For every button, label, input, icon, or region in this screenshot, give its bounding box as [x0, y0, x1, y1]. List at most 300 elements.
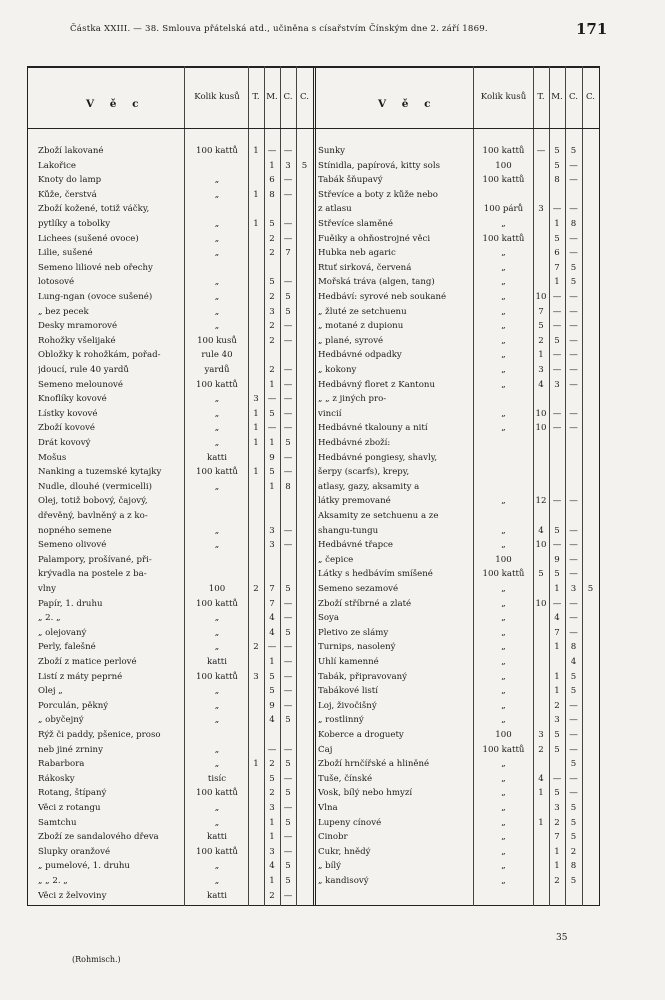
- c1-cell: 5: [285, 861, 291, 872]
- item-cell: Desky mramorové: [38, 321, 118, 332]
- t-cell: 10: [535, 540, 547, 551]
- item-cell: Hedbávné pongiesy, shavly,: [318, 452, 438, 463]
- qty-cell: „: [501, 350, 506, 361]
- item-cell: „ olejovaný: [38, 627, 87, 638]
- qty-cell: „: [501, 262, 506, 273]
- right-qty-header: Kolik kusů: [480, 92, 527, 102]
- m-cell: 2: [269, 759, 275, 770]
- qty-cell: „: [501, 365, 506, 375]
- c1-cell: —: [569, 715, 578, 726]
- c1-cell: —: [569, 350, 578, 361]
- m-cell: —: [552, 496, 562, 507]
- qty-cell: „: [501, 671, 506, 682]
- m-cell: 3: [554, 379, 560, 390]
- c1-cell: —: [569, 525, 578, 536]
- item-cell: Rohožky všelijaké: [38, 335, 116, 346]
- qty-cell: 100: [208, 584, 226, 594]
- qty-cell: „: [501, 379, 506, 390]
- item-cell: Pletivo ze slámy: [318, 627, 389, 638]
- qty-cell: „: [214, 248, 220, 259]
- right-item-header: V ě c: [378, 98, 437, 110]
- c1-cell: —: [283, 832, 293, 843]
- qty-cell: „: [501, 832, 506, 843]
- item-cell: dřevěný, bavlněný a z ko-: [38, 511, 148, 521]
- m-cell: 3: [269, 525, 275, 536]
- qty-cell: „: [214, 744, 220, 755]
- c1-cell: 8: [570, 861, 577, 872]
- m-cell: —: [267, 423, 277, 434]
- qty-cell: „: [501, 876, 506, 886]
- right-m-header: M.: [551, 92, 563, 102]
- qty-cell: „: [214, 642, 220, 653]
- m-cell: 1: [269, 160, 275, 171]
- qty-cell: 100 kattů: [196, 467, 238, 478]
- c1-cell: —: [283, 642, 293, 653]
- item-cell: Tabákové listí: [318, 686, 378, 697]
- qty-cell: „: [501, 598, 506, 609]
- qty-cell: „: [501, 715, 506, 726]
- c1-cell: —: [283, 803, 293, 813]
- item-cell: „ bez pecek: [38, 306, 89, 317]
- c1-cell: —: [283, 335, 293, 346]
- c1-cell: —: [283, 408, 293, 419]
- t-cell: 12: [535, 496, 547, 507]
- qty-cell: „: [501, 525, 506, 536]
- item-cell: „ pumelové, 1. druhu: [38, 861, 130, 872]
- item-cell: Uhlí kamenné: [318, 657, 379, 667]
- m-cell: 1: [554, 686, 560, 697]
- item-cell: Lupeny cínové: [318, 817, 382, 828]
- m-cell: —: [267, 744, 277, 755]
- item-cell: Střevíce slaměné: [318, 219, 393, 229]
- item-cell: Knoflíky kovové: [38, 394, 107, 405]
- qty-cell: tisíc: [207, 773, 227, 784]
- item-cell: Lilie, sušené: [38, 248, 93, 259]
- qty-cell: „: [501, 846, 506, 857]
- c1-cell: —: [283, 233, 293, 244]
- c1-cell: —: [283, 423, 293, 434]
- m-cell: 9: [269, 452, 275, 463]
- m-cell: 7: [269, 598, 275, 609]
- c1-cell: —: [283, 744, 293, 755]
- qty-cell: „: [214, 861, 220, 872]
- qty-cell: „: [501, 248, 506, 259]
- t-cell: 2: [253, 584, 259, 594]
- t-cell: 1: [253, 423, 259, 434]
- item-cell: Hubka neb agaric: [318, 248, 396, 259]
- qty-cell: „: [501, 408, 506, 419]
- m-cell: 8: [554, 175, 560, 186]
- item-cell: Koberce a droguety: [318, 730, 404, 740]
- item-cell: Zboží z matice perlové: [38, 657, 137, 667]
- qty-cell: 100 kattů: [196, 146, 238, 156]
- qty-cell: „: [214, 803, 220, 813]
- item-cell: Zboží hrnčířské a hliněné: [318, 759, 430, 770]
- c1-cell: —: [283, 671, 293, 682]
- item-cell: Semeno melounové: [38, 379, 123, 390]
- qty-cell: „: [214, 438, 220, 448]
- t-cell: 10: [535, 408, 547, 419]
- item-cell: Rotang, štípaný: [38, 788, 107, 799]
- item-cell: Hedbávné třapce: [318, 540, 393, 551]
- c1-cell: —: [569, 306, 578, 317]
- qty-cell: 100 kattů: [196, 788, 238, 799]
- item-cell: „ bílý: [318, 861, 342, 872]
- c1-cell: —: [569, 233, 578, 244]
- c1-cell: —: [569, 773, 578, 784]
- m-cell: 8: [269, 189, 275, 200]
- item-cell: „ „ z jiných pro-: [318, 394, 387, 405]
- m-cell: —: [552, 350, 562, 361]
- c1-cell: 5: [285, 306, 291, 317]
- qty-cell: 100 kattů: [482, 146, 525, 156]
- c1-cell: —: [283, 394, 293, 405]
- item-cell: Porculán, pěkný: [38, 700, 109, 711]
- item-cell: Vosk, bílý nebo hmyzí: [318, 788, 413, 799]
- c1-cell: —: [569, 554, 578, 565]
- item-cell: šerpy (scarfs), krepy,: [318, 467, 410, 478]
- running-title: Částka XXIII. — 38. Smlouva přátelská atd., učiněna s císařstvím Čínským dne 2. září 1869.: [70, 24, 488, 34]
- qty-cell: „: [501, 496, 506, 507]
- item-cell: krývadla na postele z ba-: [38, 569, 147, 580]
- c1-cell: —: [283, 657, 293, 667]
- m-cell: 3: [554, 803, 560, 813]
- m-cell: 5: [554, 730, 560, 740]
- c1-cell: —: [569, 496, 578, 507]
- qty-cell: „: [501, 277, 506, 288]
- item-cell: Tuše, čínské: [318, 773, 373, 784]
- item-cell: látky premované: [318, 496, 391, 507]
- qty-cell: 100: [495, 730, 512, 740]
- page-number: 171: [576, 20, 608, 38]
- c1-cell: —: [569, 569, 578, 580]
- m-cell: 3: [269, 540, 275, 551]
- qty-cell: katti: [207, 657, 227, 667]
- qty-cell: „: [214, 277, 220, 288]
- t-cell: 4: [538, 773, 544, 784]
- item-cell: Hedbávné zboží:: [318, 438, 391, 448]
- c1-cell: 8: [285, 481, 291, 492]
- item-cell: Lístky kovové: [38, 408, 98, 419]
- qty-cell: „: [214, 876, 220, 886]
- t-cell: 1: [538, 788, 544, 799]
- item-cell: Zboží stříbrné a zlaté: [318, 598, 412, 609]
- item-cell: Palampory, prošívané, při-: [38, 554, 152, 565]
- qty-cell: „: [501, 584, 506, 594]
- item-cell: Tabák, připravovaný: [318, 671, 407, 682]
- qty-cell: 100: [495, 554, 512, 565]
- item-cell: Stínidla, papírová, kitty sols: [318, 160, 440, 171]
- item-cell: Semeno liliové neb ořechy: [38, 262, 153, 273]
- item-cell: „ rostlinný: [318, 715, 364, 726]
- m-cell: 1: [554, 846, 560, 857]
- item-cell: Rtuť sirková, červená: [318, 262, 412, 273]
- right-t-header: T.: [537, 92, 545, 102]
- item-cell: Soya: [318, 613, 340, 624]
- qty-cell: katti: [207, 452, 227, 463]
- qty-cell: „: [501, 657, 506, 667]
- m-cell: 9: [269, 700, 275, 711]
- t-cell: 4: [538, 525, 544, 536]
- c1-cell: —: [283, 598, 293, 609]
- item-cell: Olej, totiž bobový, čajový,: [38, 496, 148, 507]
- c1-cell: 5: [570, 146, 577, 156]
- c1-cell: —: [283, 540, 293, 551]
- qty-cell: „: [501, 423, 506, 434]
- qty-cell: „: [214, 481, 220, 492]
- c1-cell: 3: [285, 160, 291, 171]
- m-cell: 5: [269, 671, 275, 682]
- item-cell: Zboží kovové: [38, 423, 96, 434]
- m-cell: 5: [269, 773, 275, 784]
- right-c2-header: C.: [585, 92, 595, 102]
- item-cell: Střevíce a boty z kůže nebo: [318, 189, 438, 200]
- m-cell: 2: [554, 700, 560, 711]
- item-cell: „ kokony: [318, 365, 357, 375]
- m-cell: —: [552, 306, 562, 317]
- item-cell: z atlasu: [318, 204, 352, 215]
- c2-cell: 5: [587, 584, 594, 594]
- item-cell: shangu-tungu: [318, 525, 379, 536]
- item-cell: Hedbávný floret z Kantonu: [318, 379, 436, 390]
- c1-cell: 5: [285, 788, 291, 799]
- c1-cell: 5: [285, 759, 291, 770]
- m-cell: 3: [269, 803, 275, 813]
- m-cell: 5: [554, 525, 560, 536]
- c1-cell: —: [569, 335, 578, 346]
- t-cell: 3: [538, 204, 544, 215]
- item-cell: Hedbávné odpadky: [318, 350, 402, 361]
- publisher-note: (Rohmisch.): [72, 955, 121, 964]
- c1-cell: —: [283, 613, 293, 624]
- t-cell: 1: [538, 817, 544, 828]
- item-cell: „ žluté ze setchuenu: [318, 306, 407, 317]
- c1-cell: —: [283, 700, 293, 711]
- item-cell: Loj, živočišný: [318, 700, 377, 711]
- qty-cell: „: [501, 292, 506, 302]
- t-cell: 5: [538, 321, 544, 332]
- qty-cell: „: [501, 306, 506, 317]
- item-cell: Fuěiky a ohňostrojné věci: [318, 233, 431, 244]
- qty-cell: „: [214, 540, 220, 551]
- qty-cell: „: [214, 233, 220, 244]
- m-cell: —: [552, 321, 562, 332]
- qty-cell: 100 kattů: [196, 598, 238, 609]
- m-cell: 2: [269, 365, 275, 375]
- m-cell: 1: [269, 876, 275, 886]
- m-cell: —: [552, 773, 562, 784]
- c1-cell: —: [283, 146, 293, 156]
- item-cell: Papír, 1. druhu: [38, 598, 103, 609]
- m-cell: 3: [269, 846, 275, 857]
- m-cell: 1: [554, 584, 560, 594]
- m-cell: 2: [269, 788, 275, 799]
- c1-cell: —: [283, 365, 293, 375]
- qty-cell: 100 kattů: [196, 846, 238, 857]
- t-cell: 10: [535, 292, 547, 302]
- item-cell: Cinobr: [318, 832, 348, 843]
- c1-cell: 5: [285, 715, 291, 726]
- left-c1-header: C.: [283, 92, 293, 102]
- qty-cell: „: [501, 773, 506, 784]
- c1-cell: —: [569, 540, 578, 551]
- item-cell: vincií: [318, 408, 342, 419]
- t-cell: 5: [538, 569, 544, 580]
- t-cell: 10: [535, 598, 547, 609]
- c1-cell: —: [283, 890, 293, 901]
- qty-cell: „: [214, 189, 220, 200]
- c1-cell: —: [569, 408, 578, 419]
- qty-cell: katti: [207, 832, 227, 843]
- qty-cell: 100 kattů: [482, 569, 525, 580]
- item-cell: Rákosky: [38, 773, 75, 784]
- m-cell: 1: [269, 481, 275, 492]
- m-cell: —: [267, 642, 277, 653]
- m-cell: 2: [269, 335, 275, 346]
- c1-cell: 5: [570, 262, 577, 273]
- qty-cell: „: [501, 219, 506, 229]
- m-cell: 3: [554, 715, 560, 726]
- m-cell: 5: [269, 467, 275, 478]
- qty-cell: „: [214, 759, 220, 770]
- m-cell: 2: [269, 890, 275, 901]
- m-cell: 1: [554, 219, 560, 229]
- m-cell: 5: [269, 219, 275, 229]
- item-cell: Hedbáví: syrové neb soukané: [318, 292, 447, 302]
- qty-cell: „: [214, 686, 220, 697]
- m-cell: 5: [269, 277, 275, 288]
- item-cell: „ „ 2. „: [38, 876, 68, 886]
- left-qty-header: Kolik kusů: [194, 92, 240, 102]
- item-cell: Kůže, čerstvá: [38, 189, 97, 200]
- item-cell: Čaj: [318, 744, 333, 755]
- item-cell: Lichees (sušené ovoce): [38, 233, 139, 244]
- m-cell: —: [267, 146, 277, 156]
- t-cell: 1: [253, 219, 259, 229]
- item-cell: „ obyčejný: [38, 715, 84, 726]
- c1-cell: —: [569, 598, 578, 609]
- c1-cell: 5: [285, 876, 291, 886]
- item-cell: Lakořice: [38, 160, 76, 171]
- item-cell: „ motané z dupionu: [318, 321, 404, 332]
- c1-cell: —: [283, 189, 293, 200]
- qty-cell: rule 40: [201, 350, 233, 361]
- c1-cell: —: [569, 321, 578, 332]
- qty-cell: „: [214, 321, 220, 332]
- col-line: [582, 66, 583, 906]
- m-cell: 4: [269, 613, 275, 624]
- left-c2-header: C.: [299, 92, 309, 102]
- m-cell: 2: [269, 292, 275, 302]
- qty-cell: „: [214, 525, 220, 536]
- m-cell: —: [552, 408, 562, 419]
- item-cell: Šlupky oranžové: [38, 846, 111, 857]
- item-cell: Zboží kožené, totiž váčky,: [38, 204, 150, 215]
- qty-cell: „: [214, 292, 220, 302]
- m-cell: 4: [554, 613, 560, 624]
- qty-cell: 100 kusů: [197, 335, 237, 346]
- c1-cell: —: [569, 204, 578, 215]
- t-cell: 3: [253, 671, 259, 682]
- qty-cell: 100 kattů: [196, 379, 238, 390]
- m-cell: 1: [554, 671, 560, 682]
- c1-cell: —: [283, 467, 293, 478]
- t-cell: 10: [535, 423, 547, 434]
- qty-cell: „: [501, 686, 506, 697]
- c1-cell: —: [283, 219, 293, 229]
- item-cell: Věci z rotangu: [38, 803, 101, 813]
- item-cell: Lung-ngan (ovoce sušené): [38, 292, 153, 302]
- item-cell: jdoucí, rule 40 yardů: [38, 365, 129, 375]
- qty-cell: „: [214, 613, 220, 624]
- m-cell: 7: [554, 262, 560, 273]
- item-cell: Mošus: [38, 452, 67, 463]
- m-cell: 1: [269, 657, 275, 667]
- item-cell: vlny: [38, 584, 56, 594]
- qty-cell: „: [214, 423, 220, 434]
- c1-cell: 5: [285, 438, 291, 448]
- c1-cell: 5: [570, 803, 577, 813]
- m-cell: 1: [269, 379, 275, 390]
- m-cell: —: [552, 540, 562, 551]
- c1-cell: —: [569, 175, 578, 186]
- item-cell: Tabák šňupavý: [318, 175, 383, 186]
- c1-cell: 5: [570, 817, 577, 828]
- item-cell: Hedbávné tkalouny a nití: [318, 423, 428, 434]
- t-cell: 1: [253, 146, 259, 156]
- item-cell: Nudle, dlouhé (vermicelli): [38, 481, 152, 492]
- m-cell: 7: [269, 584, 275, 594]
- qty-cell: „: [214, 306, 220, 317]
- item-cell: Olej „: [38, 686, 63, 697]
- item-cell: Aksamity ze setchuenu a ze: [318, 511, 439, 521]
- t-cell: 4: [538, 379, 544, 390]
- m-cell: 1: [554, 861, 560, 872]
- qty-cell: „: [214, 175, 220, 186]
- c1-cell: 3: [570, 584, 577, 594]
- c1-cell: —: [283, 846, 293, 857]
- item-cell: Šunky: [318, 146, 346, 156]
- c1-cell: —: [569, 423, 578, 434]
- m-cell: —: [552, 423, 562, 434]
- c2-cell: 5: [301, 160, 308, 171]
- m-cell: 5: [269, 686, 275, 697]
- item-cell: atlasy, gazy, aksamity a: [318, 481, 420, 492]
- m-cell: —: [552, 365, 562, 375]
- c1-cell: 5: [570, 671, 577, 682]
- header-rule: [27, 128, 600, 129]
- m-cell: 2: [269, 321, 275, 332]
- m-cell: 2: [554, 876, 560, 886]
- qty-cell: „: [501, 803, 506, 813]
- left-m-header: M.: [266, 92, 278, 102]
- c1-cell: 5: [570, 277, 577, 288]
- c1-cell: —: [569, 627, 578, 638]
- c1-cell: 5: [570, 759, 577, 770]
- c1-cell: 5: [285, 584, 291, 594]
- t-cell: 7: [538, 306, 544, 317]
- m-cell: 9: [554, 554, 560, 565]
- c1-cell: 5: [570, 876, 577, 886]
- left-item-header: V ě c: [86, 98, 145, 110]
- c1-cell: —: [283, 277, 293, 288]
- item-cell: Turnips, nasolený: [318, 642, 396, 653]
- col-line: [296, 66, 297, 906]
- m-cell: —: [552, 598, 562, 609]
- qty-cell: „: [214, 627, 220, 638]
- qty-cell: 100 kattů: [482, 233, 525, 244]
- item-cell: Semeno sezamové: [318, 584, 399, 594]
